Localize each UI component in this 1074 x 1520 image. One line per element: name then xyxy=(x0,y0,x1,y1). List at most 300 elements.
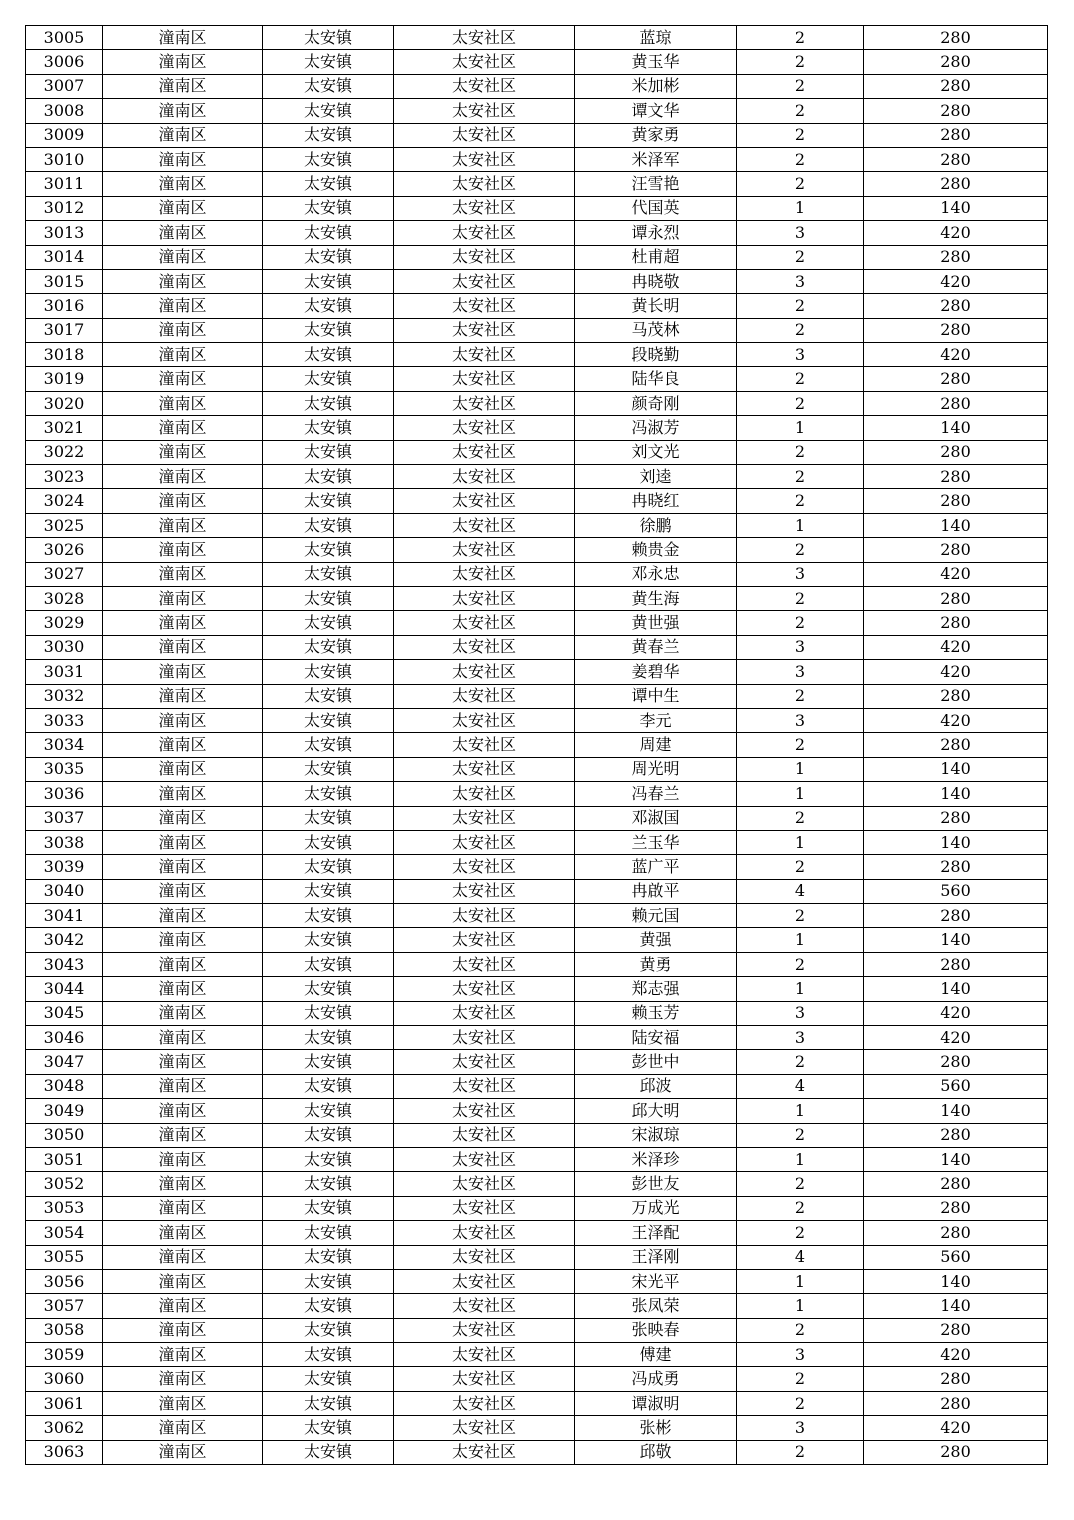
table-row xyxy=(26,904,1048,928)
community-cell: 太安社区 xyxy=(394,757,575,781)
amount-cell: 420 xyxy=(864,635,1048,659)
district-cell: 潼南区 xyxy=(103,1416,263,1440)
count-cell: 2 xyxy=(737,74,864,98)
town-cell: 太安镇 xyxy=(263,904,394,928)
row-id-cell: 3046 xyxy=(26,1026,103,1050)
community-cell: 太安社区 xyxy=(394,172,575,196)
row-id-cell: 3030 xyxy=(26,635,103,659)
community-cell: 太安社区 xyxy=(394,269,575,293)
count-cell: 2 xyxy=(737,99,864,123)
district-cell: 潼南区 xyxy=(103,513,263,537)
amount-cell: 420 xyxy=(864,660,1048,684)
district-cell: 潼南区 xyxy=(103,1074,263,1098)
town-cell: 太安镇 xyxy=(263,318,394,342)
amount-cell: 140 xyxy=(864,830,1048,854)
name-cell: 刘逵 xyxy=(575,465,737,489)
town-cell: 太安镇 xyxy=(263,416,394,440)
table-row xyxy=(26,1074,1048,1098)
town-cell: 太安镇 xyxy=(263,1294,394,1318)
row-id-cell: 3022 xyxy=(26,440,103,464)
count-cell: 2 xyxy=(737,245,864,269)
amount-cell: 420 xyxy=(864,1026,1048,1050)
community-cell: 太安社区 xyxy=(394,952,575,976)
row-id-cell: 3021 xyxy=(26,416,103,440)
community-cell: 太安社区 xyxy=(394,416,575,440)
town-cell: 太安镇 xyxy=(263,855,394,879)
name-cell: 颜奇刚 xyxy=(575,391,737,415)
table-row xyxy=(26,1294,1048,1318)
table-row xyxy=(26,123,1048,147)
table-row xyxy=(26,757,1048,781)
count-cell: 2 xyxy=(737,489,864,513)
count-cell: 2 xyxy=(737,733,864,757)
amount-cell: 140 xyxy=(864,196,1048,220)
row-id-cell: 3007 xyxy=(26,74,103,98)
town-cell: 太安镇 xyxy=(263,1391,394,1415)
table-row xyxy=(26,513,1048,537)
district-cell: 潼南区 xyxy=(103,416,263,440)
table-row xyxy=(26,294,1048,318)
amount-cell: 420 xyxy=(864,221,1048,245)
community-cell: 太安社区 xyxy=(394,440,575,464)
table-row xyxy=(26,952,1048,976)
name-cell: 黄勇 xyxy=(575,952,737,976)
name-cell: 陆安福 xyxy=(575,1026,737,1050)
community-cell: 太安社区 xyxy=(394,26,575,50)
count-cell: 2 xyxy=(737,123,864,147)
community-cell: 太安社区 xyxy=(394,1026,575,1050)
community-cell: 太安社区 xyxy=(394,1221,575,1245)
name-cell: 黄长明 xyxy=(575,294,737,318)
count-cell: 1 xyxy=(737,977,864,1001)
town-cell: 太安镇 xyxy=(263,586,394,610)
count-cell: 2 xyxy=(737,172,864,196)
count-cell: 2 xyxy=(737,1318,864,1342)
amount-cell: 280 xyxy=(864,1196,1048,1220)
name-cell: 刘文光 xyxy=(575,440,737,464)
name-cell: 黄春兰 xyxy=(575,635,737,659)
town-cell: 太安镇 xyxy=(263,1343,394,1367)
name-cell: 周光明 xyxy=(575,757,737,781)
count-cell: 2 xyxy=(737,465,864,489)
amount-cell: 280 xyxy=(864,1221,1048,1245)
row-id-cell: 3054 xyxy=(26,1221,103,1245)
town-cell: 太安镇 xyxy=(263,562,394,586)
amount-cell: 280 xyxy=(864,74,1048,98)
amount-cell: 280 xyxy=(864,172,1048,196)
count-cell: 4 xyxy=(737,1074,864,1098)
district-cell: 潼南区 xyxy=(103,367,263,391)
count-cell: 1 xyxy=(737,513,864,537)
town-cell: 太安镇 xyxy=(263,1099,394,1123)
district-cell: 潼南区 xyxy=(103,1172,263,1196)
district-cell: 潼南区 xyxy=(103,611,263,635)
community-cell: 太安社区 xyxy=(394,1172,575,1196)
community-cell: 太安社区 xyxy=(394,1196,575,1220)
name-cell: 米泽珍 xyxy=(575,1147,737,1171)
community-cell: 太安社区 xyxy=(394,391,575,415)
town-cell: 太安镇 xyxy=(263,221,394,245)
town-cell: 太安镇 xyxy=(263,928,394,952)
community-cell: 太安社区 xyxy=(394,1416,575,1440)
row-id-cell: 3059 xyxy=(26,1343,103,1367)
town-cell: 太安镇 xyxy=(263,952,394,976)
table-row xyxy=(26,586,1048,610)
table-row xyxy=(26,318,1048,342)
amount-cell: 420 xyxy=(864,1001,1048,1025)
count-cell: 1 xyxy=(737,196,864,220)
row-id-cell: 3043 xyxy=(26,952,103,976)
amount-cell: 140 xyxy=(864,928,1048,952)
amount-cell: 140 xyxy=(864,1147,1048,1171)
table-row xyxy=(26,99,1048,123)
amount-cell: 140 xyxy=(864,782,1048,806)
town-cell: 太安镇 xyxy=(263,1147,394,1171)
name-cell: 米加彬 xyxy=(575,74,737,98)
count-cell: 1 xyxy=(737,1147,864,1171)
town-cell: 太安镇 xyxy=(263,391,394,415)
count-cell: 2 xyxy=(737,1391,864,1415)
town-cell: 太安镇 xyxy=(263,1074,394,1098)
amount-cell: 280 xyxy=(864,26,1048,50)
table-row xyxy=(26,221,1048,245)
count-cell: 2 xyxy=(737,1123,864,1147)
district-cell: 潼南区 xyxy=(103,489,263,513)
district-cell: 潼南区 xyxy=(103,1147,263,1171)
amount-cell: 140 xyxy=(864,757,1048,781)
district-cell: 潼南区 xyxy=(103,123,263,147)
table-row xyxy=(26,74,1048,98)
town-cell: 太安镇 xyxy=(263,708,394,732)
table-row xyxy=(26,1269,1048,1293)
town-cell: 太安镇 xyxy=(263,806,394,830)
community-cell: 太安社区 xyxy=(394,1050,575,1074)
district-cell: 潼南区 xyxy=(103,172,263,196)
amount-cell: 280 xyxy=(864,147,1048,171)
district-cell: 潼南区 xyxy=(103,806,263,830)
count-cell: 3 xyxy=(737,708,864,732)
name-cell: 徐鹏 xyxy=(575,513,737,537)
amount-cell: 420 xyxy=(864,269,1048,293)
district-cell: 潼南区 xyxy=(103,74,263,98)
name-cell: 邱波 xyxy=(575,1074,737,1098)
row-id-cell: 3028 xyxy=(26,586,103,610)
town-cell: 太安镇 xyxy=(263,465,394,489)
district-cell: 潼南区 xyxy=(103,1318,263,1342)
community-cell: 太安社区 xyxy=(394,1147,575,1171)
table-row xyxy=(26,196,1048,220)
district-cell: 潼南区 xyxy=(103,245,263,269)
row-id-cell: 3062 xyxy=(26,1416,103,1440)
name-cell: 宋淑琼 xyxy=(575,1123,737,1147)
name-cell: 张凤荣 xyxy=(575,1294,737,1318)
town-cell: 太安镇 xyxy=(263,172,394,196)
row-id-cell: 3063 xyxy=(26,1440,103,1464)
table-row xyxy=(26,465,1048,489)
table-row xyxy=(26,830,1048,854)
town-cell: 太安镇 xyxy=(263,513,394,537)
name-cell: 宋光平 xyxy=(575,1269,737,1293)
name-cell: 赖贵金 xyxy=(575,538,737,562)
community-cell: 太安社区 xyxy=(394,904,575,928)
district-cell: 潼南区 xyxy=(103,1099,263,1123)
row-id-cell: 3009 xyxy=(26,123,103,147)
table-row xyxy=(26,611,1048,635)
amount-cell: 280 xyxy=(864,50,1048,74)
row-id-cell: 3049 xyxy=(26,1099,103,1123)
district-cell: 潼南区 xyxy=(103,1196,263,1220)
town-cell: 太安镇 xyxy=(263,660,394,684)
amount-cell: 140 xyxy=(864,513,1048,537)
community-cell: 太安社区 xyxy=(394,1440,575,1464)
count-cell: 3 xyxy=(737,1026,864,1050)
town-cell: 太安镇 xyxy=(263,830,394,854)
row-id-cell: 3037 xyxy=(26,806,103,830)
amount-cell: 280 xyxy=(864,440,1048,464)
count-cell: 2 xyxy=(737,611,864,635)
table-row xyxy=(26,343,1048,367)
table-row xyxy=(26,1440,1048,1464)
community-cell: 太安社区 xyxy=(394,221,575,245)
row-id-cell: 3025 xyxy=(26,513,103,537)
community-cell: 太安社区 xyxy=(394,367,575,391)
community-cell: 太安社区 xyxy=(394,1245,575,1269)
row-id-cell: 3061 xyxy=(26,1391,103,1415)
community-cell: 太安社区 xyxy=(394,611,575,635)
community-cell: 太安社区 xyxy=(394,684,575,708)
row-id-cell: 3045 xyxy=(26,1001,103,1025)
count-cell: 2 xyxy=(737,1221,864,1245)
name-cell: 周建 xyxy=(575,733,737,757)
community-cell: 太安社区 xyxy=(394,1123,575,1147)
name-cell: 黄玉华 xyxy=(575,50,737,74)
row-id-cell: 3031 xyxy=(26,660,103,684)
table-row xyxy=(26,660,1048,684)
count-cell: 1 xyxy=(737,830,864,854)
count-cell: 3 xyxy=(737,562,864,586)
district-cell: 潼南区 xyxy=(103,1050,263,1074)
district-cell: 潼南区 xyxy=(103,26,263,50)
row-id-cell: 3035 xyxy=(26,757,103,781)
district-cell: 潼南区 xyxy=(103,586,263,610)
district-cell: 潼南区 xyxy=(103,294,263,318)
town-cell: 太安镇 xyxy=(263,1367,394,1391)
community-cell: 太安社区 xyxy=(394,318,575,342)
amount-cell: 420 xyxy=(864,562,1048,586)
town-cell: 太安镇 xyxy=(263,245,394,269)
town-cell: 太安镇 xyxy=(263,1245,394,1269)
community-cell: 太安社区 xyxy=(394,513,575,537)
district-cell: 潼南区 xyxy=(103,1391,263,1415)
community-cell: 太安社区 xyxy=(394,1343,575,1367)
town-cell: 太安镇 xyxy=(263,1416,394,1440)
district-cell: 潼南区 xyxy=(103,782,263,806)
district-cell: 潼南区 xyxy=(103,855,263,879)
town-cell: 太安镇 xyxy=(263,977,394,1001)
count-cell: 3 xyxy=(737,1001,864,1025)
roster-table xyxy=(25,25,1048,1465)
table-row xyxy=(26,391,1048,415)
amount-cell: 420 xyxy=(864,343,1048,367)
table-row xyxy=(26,733,1048,757)
row-id-cell: 3060 xyxy=(26,1367,103,1391)
roster-body xyxy=(26,26,1048,1465)
count-cell: 3 xyxy=(737,221,864,245)
town-cell: 太安镇 xyxy=(263,147,394,171)
district-cell: 潼南区 xyxy=(103,99,263,123)
town-cell: 太安镇 xyxy=(263,879,394,903)
table-row xyxy=(26,1343,1048,1367)
name-cell: 谭永烈 xyxy=(575,221,737,245)
count-cell: 3 xyxy=(737,269,864,293)
row-id-cell: 3005 xyxy=(26,26,103,50)
name-cell: 邱敬 xyxy=(575,1440,737,1464)
district-cell: 潼南区 xyxy=(103,269,263,293)
town-cell: 太安镇 xyxy=(263,635,394,659)
town-cell: 太安镇 xyxy=(263,1026,394,1050)
district-cell: 潼南区 xyxy=(103,928,263,952)
amount-cell: 280 xyxy=(864,1172,1048,1196)
table-row xyxy=(26,1099,1048,1123)
count-cell: 3 xyxy=(737,1416,864,1440)
community-cell: 太安社区 xyxy=(394,586,575,610)
table-row xyxy=(26,928,1048,952)
town-cell: 太安镇 xyxy=(263,343,394,367)
row-id-cell: 3042 xyxy=(26,928,103,952)
district-cell: 潼南区 xyxy=(103,391,263,415)
table-row xyxy=(26,977,1048,1001)
row-id-cell: 3044 xyxy=(26,977,103,1001)
community-cell: 太安社区 xyxy=(394,1318,575,1342)
community-cell: 太安社区 xyxy=(394,196,575,220)
row-id-cell: 3052 xyxy=(26,1172,103,1196)
district-cell: 潼南区 xyxy=(103,1269,263,1293)
row-id-cell: 3039 xyxy=(26,855,103,879)
name-cell: 赖元国 xyxy=(575,904,737,928)
community-cell: 太安社区 xyxy=(394,465,575,489)
amount-cell: 420 xyxy=(864,1343,1048,1367)
count-cell: 2 xyxy=(737,1196,864,1220)
table-row xyxy=(26,172,1048,196)
name-cell: 邓淑国 xyxy=(575,806,737,830)
table-row xyxy=(26,1123,1048,1147)
amount-cell: 420 xyxy=(864,1416,1048,1440)
community-cell: 太安社区 xyxy=(394,245,575,269)
community-cell: 太安社区 xyxy=(394,830,575,854)
community-cell: 太安社区 xyxy=(394,1391,575,1415)
amount-cell: 280 xyxy=(864,1318,1048,1342)
name-cell: 冉啟平 xyxy=(575,879,737,903)
name-cell: 黄生海 xyxy=(575,586,737,610)
community-cell: 太安社区 xyxy=(394,1001,575,1025)
district-cell: 潼南区 xyxy=(103,538,263,562)
row-id-cell: 3033 xyxy=(26,708,103,732)
count-cell: 3 xyxy=(737,1343,864,1367)
row-id-cell: 3023 xyxy=(26,465,103,489)
table-row xyxy=(26,855,1048,879)
row-id-cell: 3020 xyxy=(26,391,103,415)
name-cell: 代国英 xyxy=(575,196,737,220)
amount-cell: 280 xyxy=(864,489,1048,513)
table-row xyxy=(26,806,1048,830)
name-cell: 张映春 xyxy=(575,1318,737,1342)
town-cell: 太安镇 xyxy=(263,1221,394,1245)
name-cell: 黄世强 xyxy=(575,611,737,635)
count-cell: 4 xyxy=(737,1245,864,1269)
amount-cell: 280 xyxy=(864,1440,1048,1464)
amount-cell: 560 xyxy=(864,1245,1048,1269)
town-cell: 太安镇 xyxy=(263,1440,394,1464)
amount-cell: 280 xyxy=(864,855,1048,879)
row-id-cell: 3017 xyxy=(26,318,103,342)
row-id-cell: 3014 xyxy=(26,245,103,269)
count-cell: 2 xyxy=(737,1050,864,1074)
count-cell: 2 xyxy=(737,26,864,50)
community-cell: 太安社区 xyxy=(394,708,575,732)
name-cell: 谭文华 xyxy=(575,99,737,123)
district-cell: 潼南区 xyxy=(103,708,263,732)
name-cell: 冉晓敬 xyxy=(575,269,737,293)
amount-cell: 560 xyxy=(864,879,1048,903)
community-cell: 太安社区 xyxy=(394,1074,575,1098)
table-row xyxy=(26,50,1048,74)
count-cell: 2 xyxy=(737,318,864,342)
district-cell: 潼南区 xyxy=(103,757,263,781)
amount-cell: 280 xyxy=(864,684,1048,708)
row-id-cell: 3038 xyxy=(26,830,103,854)
district-cell: 潼南区 xyxy=(103,1026,263,1050)
community-cell: 太安社区 xyxy=(394,1099,575,1123)
table-row xyxy=(26,440,1048,464)
table-row xyxy=(26,147,1048,171)
count-cell: 2 xyxy=(737,1367,864,1391)
district-cell: 潼南区 xyxy=(103,879,263,903)
district-cell: 潼南区 xyxy=(103,635,263,659)
district-cell: 潼南区 xyxy=(103,1367,263,1391)
count-cell: 2 xyxy=(737,684,864,708)
town-cell: 太安镇 xyxy=(263,782,394,806)
amount-cell: 420 xyxy=(864,708,1048,732)
town-cell: 太安镇 xyxy=(263,1123,394,1147)
amount-cell: 140 xyxy=(864,1099,1048,1123)
town-cell: 太安镇 xyxy=(263,26,394,50)
town-cell: 太安镇 xyxy=(263,611,394,635)
row-id-cell: 3024 xyxy=(26,489,103,513)
row-id-cell: 3058 xyxy=(26,1318,103,1342)
district-cell: 潼南区 xyxy=(103,1245,263,1269)
district-cell: 潼南区 xyxy=(103,343,263,367)
community-cell: 太安社区 xyxy=(394,733,575,757)
district-cell: 潼南区 xyxy=(103,952,263,976)
district-cell: 潼南区 xyxy=(103,50,263,74)
district-cell: 潼南区 xyxy=(103,830,263,854)
name-cell: 杜甫超 xyxy=(575,245,737,269)
count-cell: 1 xyxy=(737,1294,864,1318)
amount-cell: 280 xyxy=(864,904,1048,928)
amount-cell: 280 xyxy=(864,123,1048,147)
amount-cell: 280 xyxy=(864,611,1048,635)
table-row xyxy=(26,1196,1048,1220)
count-cell: 1 xyxy=(737,416,864,440)
count-cell: 3 xyxy=(737,635,864,659)
row-id-cell: 3057 xyxy=(26,1294,103,1318)
district-cell: 潼南区 xyxy=(103,147,263,171)
count-cell: 2 xyxy=(737,391,864,415)
amount-cell: 280 xyxy=(864,952,1048,976)
count-cell: 2 xyxy=(737,1172,864,1196)
row-id-cell: 3026 xyxy=(26,538,103,562)
town-cell: 太安镇 xyxy=(263,269,394,293)
